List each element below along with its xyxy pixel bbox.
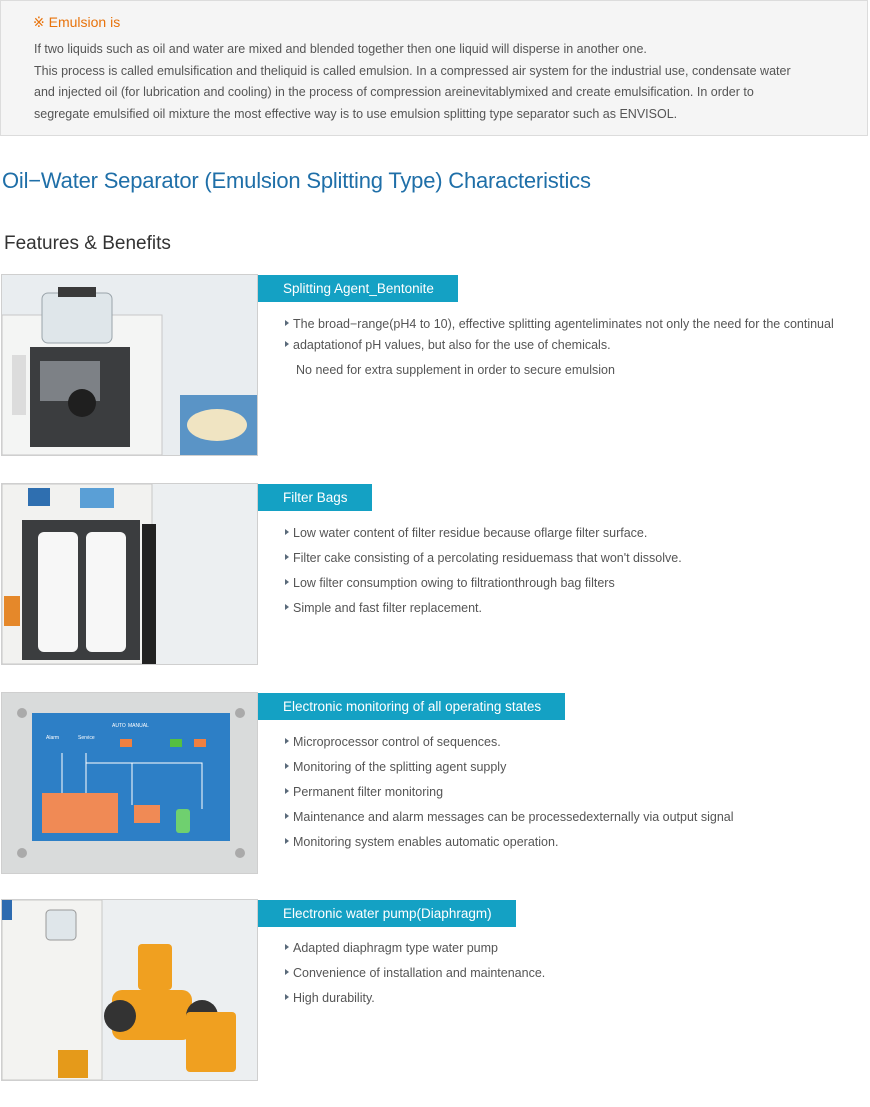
list-item bbox=[283, 938, 545, 963]
bullet-arrow-icon bbox=[285, 944, 289, 950]
list-item-text: Monitoring system enables automatic operation. bbox=[293, 835, 559, 849]
filter-bags-photo bbox=[1, 483, 258, 665]
list-item-text: Convenience of installation and maintenance. bbox=[293, 966, 546, 980]
list-item-text: adaptationof pH values, but also for the use of chemicals. bbox=[293, 338, 611, 352]
bullet-arrow-icon bbox=[285, 994, 289, 1000]
list-item bbox=[283, 988, 545, 1013]
list-item bbox=[283, 757, 734, 782]
page-title: Oil−Water Separator (Emulsion Splitting Type) Characteristics bbox=[2, 168, 591, 193]
bullet-arrow-icon bbox=[285, 529, 289, 535]
panel-auto-label: AUTO bbox=[112, 723, 126, 729]
feature-list bbox=[283, 523, 682, 623]
control-panel-photo bbox=[1, 692, 258, 874]
feature-badge: Electronic water pump(Diaphragm) bbox=[258, 900, 516, 927]
feature-list bbox=[283, 732, 734, 857]
feature-badge: Splitting Agent_Bentonite bbox=[258, 275, 458, 302]
bullet-arrow-icon bbox=[285, 579, 289, 585]
bullet-arrow-icon bbox=[285, 604, 289, 610]
list-item-text: Permanent filter monitoring bbox=[293, 785, 444, 799]
intro-title: ※ Emulsion is bbox=[33, 14, 121, 30]
bullet-arrow-icon bbox=[285, 341, 289, 347]
list-item bbox=[283, 807, 734, 832]
panel-service-label: Service bbox=[78, 735, 95, 741]
bullet-arrow-icon bbox=[285, 738, 289, 744]
list-item bbox=[283, 335, 834, 360]
intro-line: This process is called emulsification and theliquid is called emulsion. In a compressed air system for the industrial use, condensate water bbox=[34, 63, 791, 78]
feature-list bbox=[283, 314, 834, 385]
bullet-arrow-icon bbox=[285, 554, 289, 560]
list-item bbox=[283, 832, 734, 857]
list-item-text: Low water content of filter residue because oflarge filter surface. bbox=[293, 526, 648, 540]
bentonite-machine-photo bbox=[1, 274, 258, 456]
list-item-text: Monitoring of the splitting agent supply bbox=[293, 760, 507, 774]
diaphragm-pump-photo bbox=[1, 899, 258, 1081]
list-item-text: High durability. bbox=[293, 991, 375, 1005]
list-item-text: The broad−range(pH4 to 10), effective splitting agenteliminates not only the need for the continual bbox=[293, 317, 834, 331]
bullet-arrow-icon bbox=[285, 763, 289, 769]
list-item-text: Maintenance and alarm messages can be processedexternally via output signal bbox=[293, 810, 734, 824]
list-item-text: Filter cake consisting of a percolating residuemass that won't dissolve. bbox=[293, 551, 682, 565]
feature-badge: Filter Bags bbox=[258, 484, 372, 511]
list-item bbox=[283, 963, 545, 988]
bullet-arrow-icon bbox=[285, 788, 289, 794]
list-item bbox=[283, 732, 734, 757]
list-item-text: Low filter consumption owing to filtrationthrough bag filters bbox=[293, 576, 615, 590]
panel-alarm-label: Alarm bbox=[46, 735, 60, 741]
emulsion-intro-box bbox=[0, 0, 868, 136]
list-item bbox=[283, 598, 682, 623]
bullet-arrow-icon bbox=[285, 320, 289, 326]
panel-manual-label: MANUAL bbox=[128, 723, 149, 729]
list-item-text: Microprocessor control of sequences. bbox=[293, 735, 501, 749]
list-item-text: Simple and fast filter replacement. bbox=[293, 601, 482, 615]
intro-line: segregate emulsified oil mixture the most effective way is to use emulsion splitting type separator such as ENVISOL. bbox=[34, 106, 678, 121]
list-item bbox=[283, 314, 834, 335]
intro-body bbox=[34, 39, 844, 125]
bullet-arrow-icon bbox=[285, 969, 289, 975]
intro-line: If two liquids such as oil and water are mixed and blended together then one liquid will disperse in another one. bbox=[34, 42, 647, 56]
intro-line: and injected oil (for lubrication and cooling) in the process of compression areinevitablymixed and create emulsification. In order to bbox=[34, 85, 754, 99]
feature-list bbox=[283, 938, 545, 1013]
list-item bbox=[283, 548, 682, 573]
list-item bbox=[283, 573, 682, 598]
section-title: Features & Benefits bbox=[4, 233, 171, 254]
list-item bbox=[283, 782, 734, 807]
bullet-arrow-icon bbox=[285, 838, 289, 844]
list-item bbox=[283, 360, 834, 385]
list-item-text: No need for extra supplement in order to secure emulsion bbox=[296, 363, 615, 377]
bullet-arrow-icon bbox=[285, 813, 289, 819]
list-item-text: Adapted diaphragm type water pump bbox=[293, 941, 498, 955]
feature-badge: Electronic monitoring of all operating states bbox=[258, 693, 565, 720]
list-item bbox=[283, 523, 682, 548]
